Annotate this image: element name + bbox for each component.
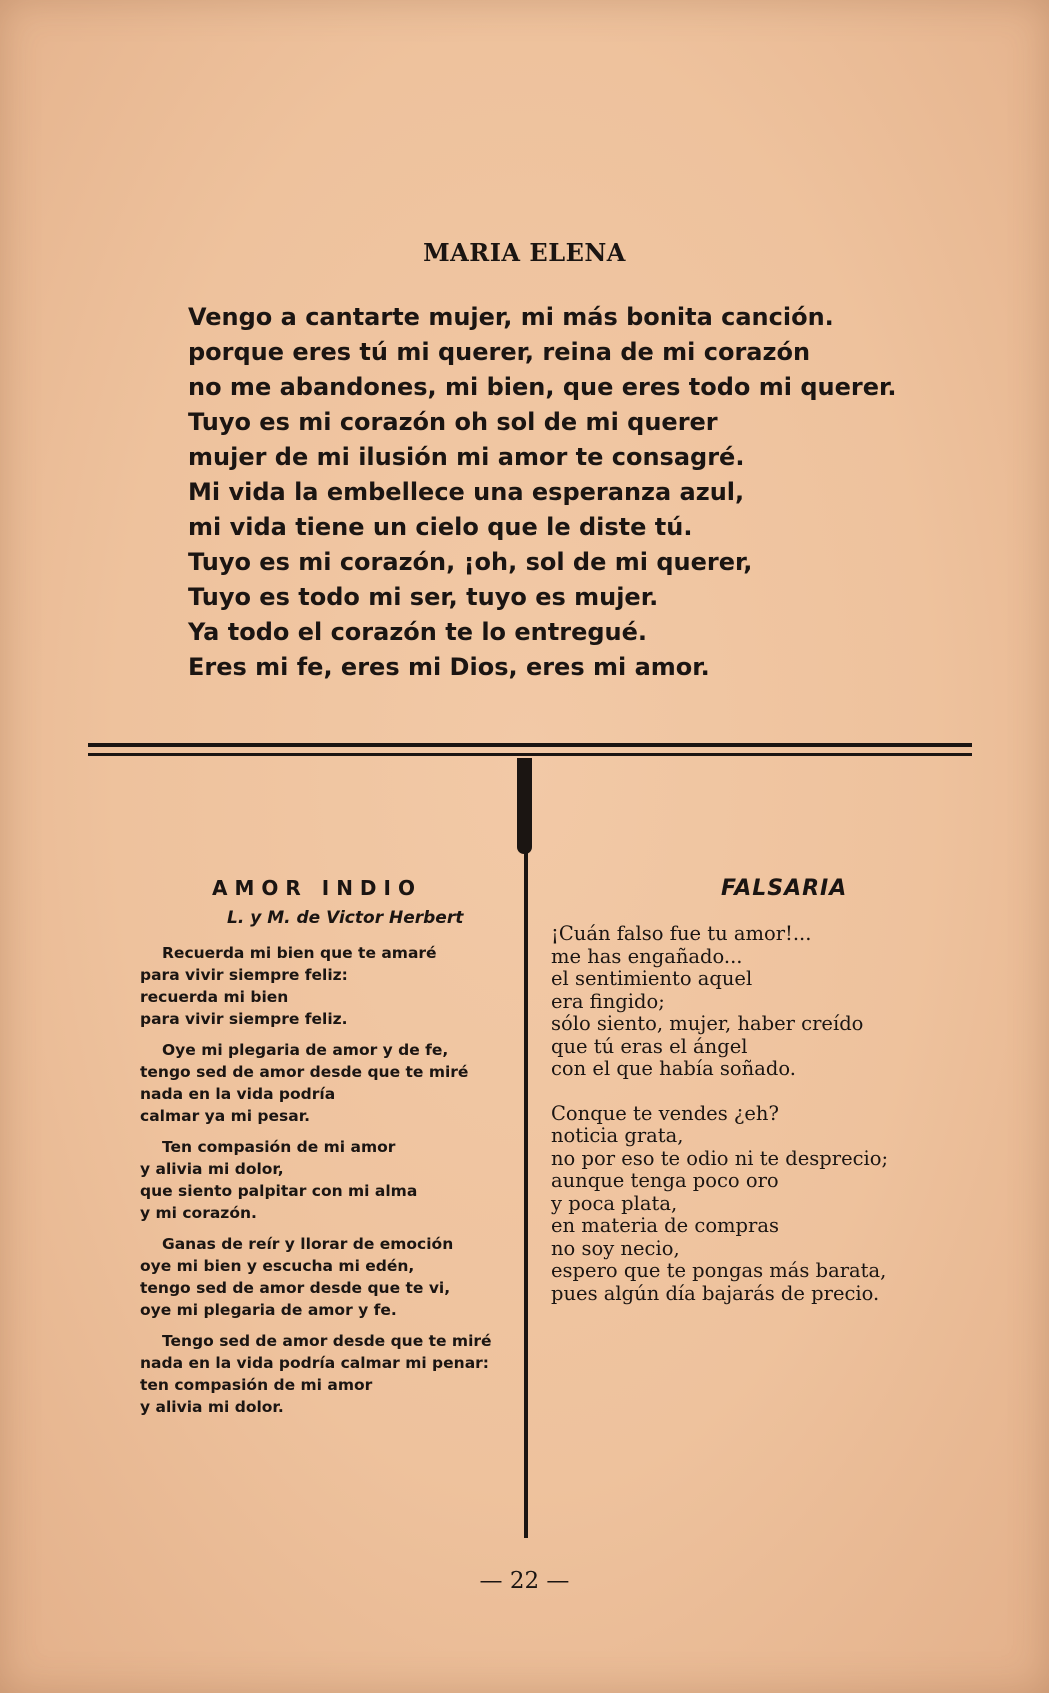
lyric-line: no me abandones, mi bien, que eres todo mi querer. [188,373,897,401]
stanza [140,1330,500,1418]
stanza [140,942,500,1030]
lyric-line: Tengo sed de amor desde que te miré [162,1332,492,1350]
lyric-line: noticia grata, [551,1124,684,1147]
left-song-title: AMOR INDIO [212,876,422,900]
main-song-lyrics [188,300,968,685]
lyric-line: no por eso te odio ni te desprecio; [551,1146,889,1170]
lyric-line: el sentimiento aquel [551,967,753,990]
lyric-line: Conque te vendes ¿eh? [551,1101,779,1125]
stanza [551,1103,971,1306]
lyric-line: oye mi bien y escucha mi edén, [140,1257,415,1275]
lyric-line: que siento palpitar con mi alma [140,1182,418,1200]
lyric-line: nada en la vida podría [140,1085,336,1103]
left-song-lyrics [140,942,500,1418]
lyric-line: espero que te pongas más barata, [551,1259,887,1282]
lyric-line: para vivir siempre feliz: [140,966,348,984]
stanza [140,1136,500,1224]
lyric-line: con el que había soñado. [551,1057,796,1080]
right-song-title: FALSARIA [721,876,848,901]
divider-rule-top [88,743,972,747]
column-divider [524,758,528,1538]
lyric-line: nada en la vida podría calmar mi penar: [140,1354,489,1372]
lyric-line: Ten compasión de mi amor [162,1138,396,1156]
page-number: — 22 — [479,1568,570,1594]
lyric-line: ten compasión de mi amor [140,1376,373,1394]
lyric-line: y poca plata, [551,1191,678,1215]
lyric-line: recuerda mi bien [140,988,289,1006]
lyric-line: Tuyo es mi corazón, ¡oh, sol de mi querer, [188,548,753,576]
right-song [551,876,971,1327]
lyric-line: tengo sed de amor desde que te vi, [140,1279,451,1297]
lyric-line: Vengo a cantarte mujer, mi más bonita canción. [188,303,834,331]
left-song-credit: L. y M. de Victor Herbert [227,908,464,928]
lyric-line: para vivir siempre feliz. [140,1010,348,1028]
lyric-line: era fingido; [551,989,665,1013]
lyric-line: y alivia mi dolor, [140,1160,284,1178]
lyric-line: tengo sed de amor desde que te miré [140,1063,469,1081]
lyric-line: calmar ya mi pesar. [140,1107,311,1125]
stanza [551,923,971,1081]
stanza [140,1233,500,1321]
right-song-lyrics [551,923,971,1305]
lyric-line: Tuyo es mi corazón oh sol de mi querer [188,408,718,436]
lyric-line: y alivia mi dolor. [140,1398,284,1416]
lyric-line: pues algún día bajarás de precio. [551,1281,880,1305]
lyric-line: y mi corazón. [140,1204,257,1222]
lyric-line: sólo siento, mujer, haber creído [551,1012,864,1035]
lyric-line: no soy necio, [551,1236,680,1260]
left-song [140,876,500,1427]
lyric-line: Ganas de reír y llorar de emoción [162,1235,454,1253]
lyric-line: porque eres tú mi querer, reina de mi corazón [188,338,811,366]
lyric-line: oye mi plegaria de amor y fe. [140,1301,397,1319]
lyric-line: Mi vida la embellece una esperanza azul, [188,478,745,506]
lyric-line: Recuerda mi bien que te amaré [162,944,437,962]
stanza [140,1039,500,1127]
lyric-line: Ya todo el corazón te lo entregué. [188,618,647,646]
lyric-line: mujer de mi ilusión mi amor te consagré. [188,443,745,471]
lyric-line: mi vida tiene un cielo que le diste tú. [188,513,693,541]
lyric-line: que tú eras el ángel [551,1034,748,1058]
divider-rule-bottom [88,753,972,756]
main-song-title: MARIA ELENA [423,238,626,267]
lyric-line: aunque tenga poco oro [551,1169,779,1192]
lyric-line: Tuyo es todo mi ser, tuyo es mujer. [188,583,659,611]
lyric-line: me has engañado... [551,944,743,968]
lyric-line: en materia de compras [551,1214,779,1237]
lyric-line: Oye mi plegaria de amor y de fe, [162,1041,449,1059]
lyric-line: Eres mi fe, eres mi Dios, eres mi amor. [188,653,710,681]
lyric-line: ¡Cuán falso fue tu amor!... [551,922,812,945]
